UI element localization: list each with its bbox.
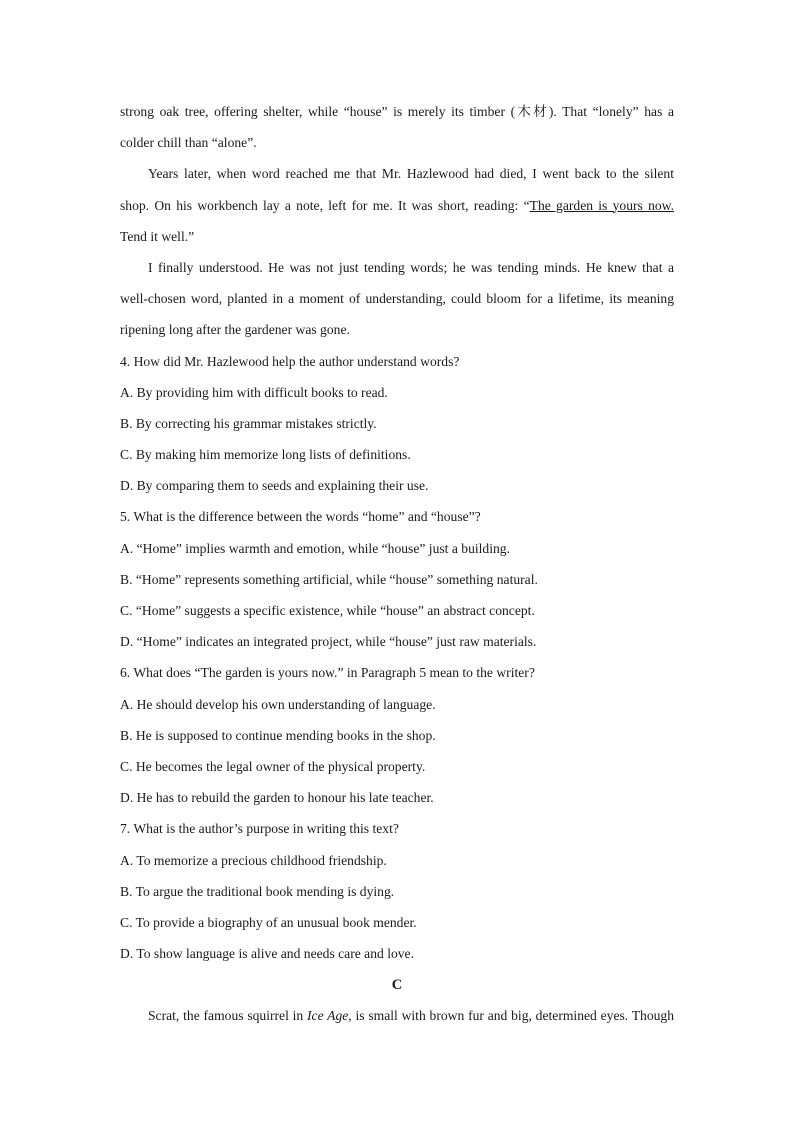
question-option: A. “Home” implies warmth and emotion, while “house” just a building. xyxy=(120,540,510,556)
paragraph-line xyxy=(120,1004,674,1035)
film-title: Ice Age xyxy=(307,1008,349,1024)
question-stem: 7. What is the author’s purpose in writing this text? xyxy=(120,821,399,837)
question-option: C. “Home” suggests a specific existence, while “house” an abstract concept. xyxy=(120,603,535,618)
paragraph-line: Tend it well.” xyxy=(120,228,195,244)
question-option: B. By correcting his grammar mistakes strictly. xyxy=(120,415,377,431)
text-run: shop. On his workbench lay a note, left for me. It was short, reading: “ xyxy=(120,197,530,213)
text-run: , is small with brown fur and big, determined eyes. Though xyxy=(348,1008,675,1024)
paragraph-line: strong oak tree, offering shelter, while “house” is merely its timber (木材). That “lonely” has a xyxy=(120,104,674,119)
paragraph-line: colder chill than “alone”. xyxy=(120,135,257,151)
question-option: D. He has to rebuild the garden to honour his late teacher. xyxy=(120,790,434,806)
section-heading: C xyxy=(391,977,403,994)
question-5 xyxy=(120,505,674,661)
question-option: B. He is supposed to continue mending books in the shop. xyxy=(120,727,436,743)
paragraph-line: Years later, when word reached me that Mr. Hazlewood had died, I went back to the silent xyxy=(148,166,674,182)
question-option: C. To provide a biography of an unusual book mender. xyxy=(120,914,417,930)
paragraph-line: ripening long after the gardener was gone. xyxy=(120,322,350,338)
paragraph-line: well-chosen word, planted in a moment of understanding, could bloom for a lifetime, its meaning xyxy=(120,291,674,307)
question-7 xyxy=(120,817,674,973)
question-6 xyxy=(120,661,674,817)
question-option: A. To memorize a precious childhood friendship. xyxy=(120,852,387,868)
question-option: C. By making him memorize long lists of definitions. xyxy=(120,447,411,463)
question-stem: 5. What is the difference between the words “home” and “house”? xyxy=(120,509,481,525)
question-option: D. To show language is alive and needs care and love. xyxy=(120,946,414,962)
question-option: A. He should develop his own understanding of language. xyxy=(120,696,436,712)
question-stem: 6. What does “The garden is yours now.” in Paragraph 5 mean to the writer? xyxy=(120,665,535,681)
question-option: B. To argue the traditional book mending is dying. xyxy=(120,883,395,899)
question-stem: 4. How did Mr. Hazlewood help the author understand words? xyxy=(120,353,460,369)
underlined-quote: The garden is yours now. xyxy=(529,197,675,213)
question-option: B. “Home” represents something artificial, while “house” something natural. xyxy=(120,571,538,587)
question-option: C. He becomes the legal owner of the physical property. xyxy=(120,758,426,774)
question-option: D. “Home” indicates an integrated project, while “house” just raw materials. xyxy=(120,634,537,650)
question-option: D. By comparing them to seeds and explaining their use. xyxy=(120,478,429,494)
text-run: Scrat, the famous squirrel in xyxy=(148,1008,308,1024)
paragraph-line: I finally understood. He was not just tending words; he was tending minds. He knew that a xyxy=(148,259,674,275)
question-option: A. By providing him with difficult books to read. xyxy=(120,384,388,400)
question-4 xyxy=(120,350,674,506)
paragraph-line xyxy=(120,194,674,225)
document-body xyxy=(120,100,674,1036)
